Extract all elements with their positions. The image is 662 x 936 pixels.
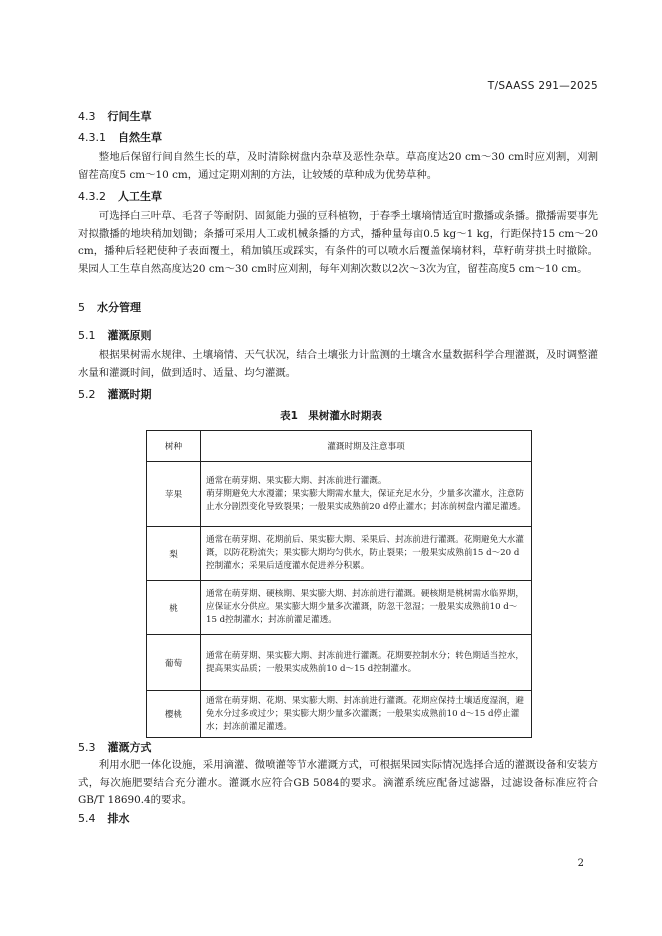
crop-cell: 葡萄 — [147, 635, 201, 691]
section-number: 5.4 — [78, 812, 96, 825]
note-cell: 通常在萌芽期、花期、果实膨大期、封冻前进行灌溉。花期应保持土壤适度湿润，避免水分过多或过少；果实膨大期少量多次灌溉；一般果实成熟前10 d～15 d停止灌水；封冻前灌足灌透。 — [201, 691, 532, 738]
table-row — [147, 635, 532, 691]
section-heading-4-3-2 — [78, 188, 162, 204]
note-cell: 通常在萌芽期、花期前后、果实膨大期、采果后、封冻前进行灌溉。花期避免大水灌溉，以防花粉流失；果实膨大期均匀供水，防止裂果；一般果实成熟前15 d～20 d控制灌水；采果后适度灌水促进养分积累。 — [201, 527, 532, 581]
section-number: 5 — [78, 301, 85, 314]
section-title: 行间生草 — [107, 110, 152, 123]
table-row — [147, 527, 532, 581]
section-title: 自然生草 — [118, 131, 162, 144]
table-header-row — [147, 431, 532, 462]
section-heading-5-4 — [78, 810, 130, 826]
crop-cell: 桃 — [147, 581, 201, 635]
section-number: 5.2 — [78, 388, 96, 401]
section-heading-5-3 — [78, 739, 152, 755]
note-cell: 通常在萌芽期、硬核期、果实膨大期、封冻前进行灌溉。硬核期是桃树需水临界期，应保证水分供应。果实膨大期少量多次灌溉，防忽干忽湿；一般果实成熟前10 d～15 d控制灌水；封冻前灌足灌透。 — [201, 581, 532, 635]
section-title: 人工生草 — [118, 190, 162, 203]
paragraph-irrigation-principle: 根据果树需水规律、土壤墒情、天气状况，结合土壤张力计监测的土壤含水量数据科学合理灌溉，及时调整灌水量和灌溉时间，做到适时、适量、均匀灌溉。 — [78, 349, 598, 379]
section-heading-5-1 — [78, 327, 152, 343]
irrigation-table — [146, 430, 532, 738]
crop-cell: 梨 — [147, 527, 201, 581]
note-cell: 通常在萌芽期、果实膨大期、封冻前进行灌溉。花期要控制水分；转色期适当控水，提高果实品质；一般果实成熟前10 d～15 d控制灌水。 — [201, 635, 532, 691]
section-title: 灌溉原则 — [107, 329, 152, 342]
section-heading-4-3-1 — [78, 129, 162, 145]
section-title: 灌溉方式 — [107, 741, 152, 754]
crop-cell: 苹果 — [147, 462, 201, 527]
page-number: 2 — [577, 858, 584, 869]
standard-code: T/SAASS 291—2025 — [487, 80, 598, 92]
table-row — [147, 691, 532, 738]
crop-cell: 樱桃 — [147, 691, 201, 738]
table-row — [147, 462, 532, 527]
section-title: 排水 — [107, 812, 130, 825]
section-number: 5.1 — [78, 329, 96, 342]
section-heading-5 — [78, 299, 141, 315]
table-row — [147, 581, 532, 635]
header-crop: 树种 — [147, 431, 201, 462]
paragraph-irrigation-method: 利用水肥一体化设施，采用滴灌、微喷灌等节水灌溉方式，可根据果园实际情况选择合适的灌溉设备和安装方式，每次施肥要结合充分灌水。灌溉水应符合GB 5084的要求。滴灌系统应配备过滤器，过滤设备标准应符合GB/T 18690.4的要求。 — [78, 759, 598, 807]
section-number: 5.3 — [78, 741, 96, 754]
note-cell: 通常在萌芽期、果实膨大期、封冻前进行灌溉。 萌芽期避免大水漫灌；果实膨大期需水量大，保证充足水分，少量多次灌水，注意防止水分剧烈变化导致裂果；一般果实成熟前20 d停止灌水；封冻前树盘内灌足灌透。 — [201, 462, 532, 527]
table-caption: 表1 果树灌水时期表 — [280, 410, 382, 422]
header-note: 灌溉时期及注意事项 — [201, 431, 532, 462]
section-number: 4.3.2 — [78, 190, 106, 203]
section-title: 水分管理 — [97, 301, 141, 314]
paragraph-artificial-grass: 可选择白三叶草、毛苕子等耐阴、固氮能力强的豆科植物，于春季土壤墒情适宜时撒播或条播。撒播需要事先对拟撒播的地块稍加划锄；条播可采用人工或机械条播的方式，播种量每亩0.5 kg～1 kg，行距保持15 cm～20 cm，播种后轻耙使种子表面覆土，稍加镇压或踩实，有条件的可以喷水后覆盖保墒材料，草籽萌芽拱土时撤除。果园人工生草自然高度达20 cm～30 cm时应刈割，每年刈割次数以2次～3次为宜，留茬高度5 cm～10 cm。 — [78, 210, 598, 275]
section-heading-5-2 — [78, 386, 152, 402]
section-number: 4.3.1 — [78, 131, 106, 144]
section-number: 4.3 — [78, 110, 96, 123]
section-heading-4-3 — [78, 108, 152, 124]
paragraph-natural-grass: 整地后保留行间自然生长的草，及时清除树盘内杂草及恶性杂草。草高度达20 cm～30 cm时应刈割，刈割留茬高度5 cm～10 cm，通过定期刈割的方法，让较矮的草种成为优势草种。 — [78, 151, 598, 181]
section-title: 灌溉时期 — [107, 388, 152, 401]
